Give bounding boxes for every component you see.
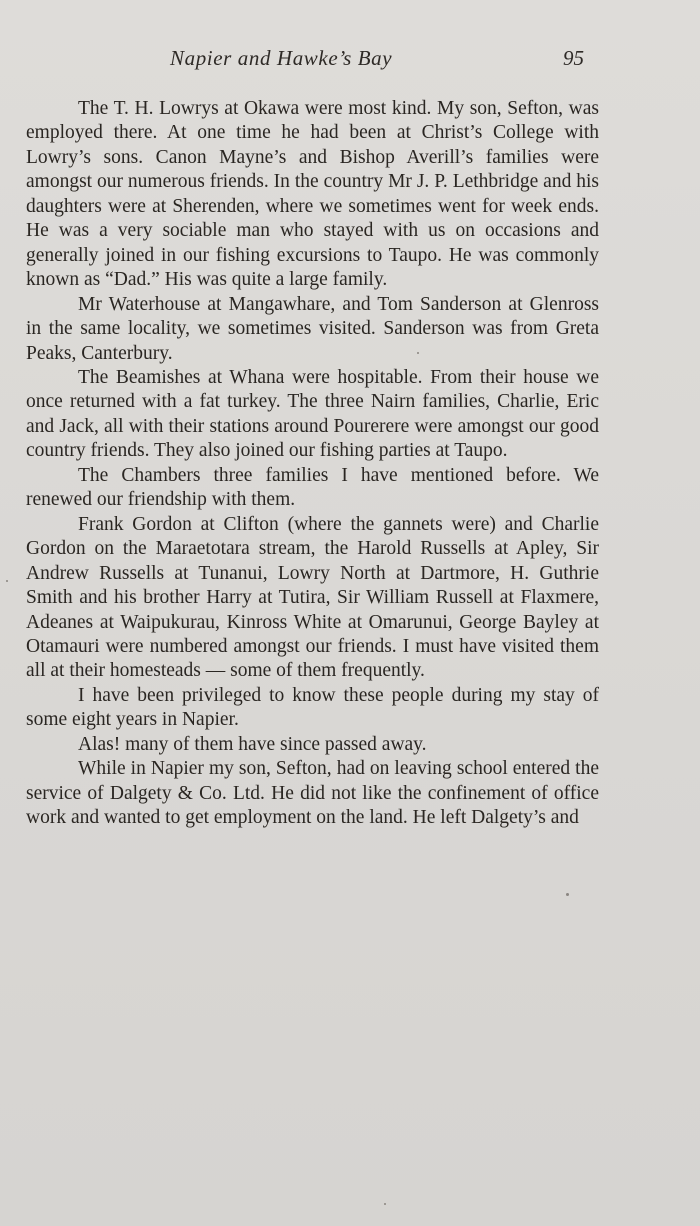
paper-speck [417,352,419,354]
paragraph-alas: Alas! many of them have since passed away. [78,733,427,755]
paragraph-privileged: I have been privileged to know these people during my stay of some eight years in Napier. [26,684,599,731]
paragraph-sefton: While in Napier my son, Sefton, had on leaving school entered the service of Dalgety & Co. Ltd. He did not like the confinement of office work and wanted to get employment on the land. He left Dalgety’s and [26,758,599,829]
paper-speck [6,580,8,582]
paragraph-lowrys: The T. H. Lowrys at Okawa were most kind. My son, Sefton, was employed there. At one time he had been at Christ’s College with Lowry’s sons. Canon Mayne’s and Bishop Averill’s families were amongst our numerous friends. In the country Mr J. P. Lethbridge and his daughters were at Sherenden, where we sometimes went for week ends. He was a very sociable man who stayed with us on occasions and generally joined in our fishing excursions to Taupo. He was commonly known as “Dad.” His was quite a large family. [26,98,599,291]
paragraph-chambers: The Chambers three families I have mentioned before. We renewed our friendship with them. [26,464,599,511]
paper-speck [566,893,569,896]
paragraph-gordons: Frank Gordon at Clifton (where the gannets were) and Charlie Gordon on the Maraetotara stream, the Harold Russells at Apley, Sir Andrew Russells at Tunanui, Lowry North at Dartmore, H. Guthrie Smith and his brother Harry at Tutira, Sir William Russell at Flaxmere, Adeanes at Waipukurau, Kinross White at Omarunui, George Bayley at Otamauri were numbered amongst our friends. I must have visited them all at their homesteads — some of them frequently. [26,513,599,682]
body-text [26,97,599,831]
running-head [0,46,700,78]
page-number: 95 [563,46,584,70]
paragraph-waterhouse: Mr Waterhouse at Mangawhare, and Tom Sanderson at Glenross in the same locality, we sometimes visited. Sanderson was from Greta Peaks, Canterbury. [26,293,599,364]
paper-speck [384,1203,386,1205]
paragraph-beamishes: The Beamishes at Whana were hospitable. From their house we once returned with a fat turkey. The three Nairn families, Charlie, Eric and Jack, all with their stations around Pourerere were amongst our good country friends. They also joined our fishing parties at Taupo. [26,366,599,462]
running-title: Napier and Hawke’s Bay [170,46,393,70]
